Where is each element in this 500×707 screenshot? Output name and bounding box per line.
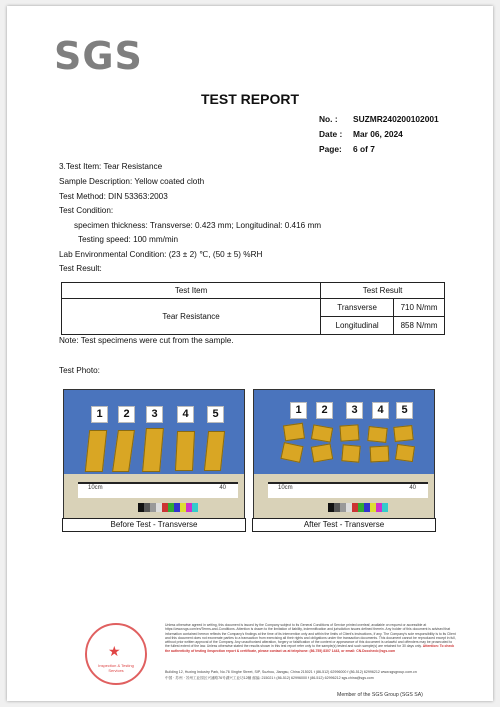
specimen-thickness: specimen thickness: Transverse: 0.423 mm; Longitudinal: 0.416 mm bbox=[74, 221, 322, 230]
specimen-piece bbox=[393, 425, 413, 442]
report-number-label: No. : bbox=[319, 114, 338, 124]
specimen-number-label: 5 bbox=[396, 402, 413, 419]
report-page-value: 6 of 7 bbox=[353, 144, 375, 154]
sgs-member-text: Member of the SGS Group (SGS SA) bbox=[337, 692, 423, 698]
specimen-piece bbox=[283, 423, 305, 442]
table-header-row bbox=[62, 283, 445, 299]
specimen-piece bbox=[311, 443, 333, 462]
report-number bbox=[319, 114, 439, 124]
lab-environment: Lab Environmental Condition: (23 ± 2) ℃, (50 ± 5) %RH bbox=[59, 250, 263, 259]
report-page-number bbox=[319, 144, 375, 154]
result-table bbox=[61, 282, 445, 335]
color-checker bbox=[138, 503, 198, 512]
specimen-number-label: 1 bbox=[91, 406, 108, 423]
specimen-number-label: 4 bbox=[372, 402, 389, 419]
ruler bbox=[78, 482, 238, 498]
specimen-piece bbox=[367, 426, 387, 443]
report-title: TEST REPORT bbox=[200, 91, 299, 107]
specimen-number-label: 3 bbox=[146, 406, 163, 423]
value-transverse: 710 N/mm bbox=[394, 299, 445, 317]
specimen-number-label: 1 bbox=[290, 402, 307, 419]
test-method: Test Method: DIN 53363:2003 bbox=[59, 192, 168, 201]
header-test-result: Test Result bbox=[321, 283, 445, 299]
test-photo-heading: Test Photo: bbox=[59, 366, 100, 375]
specimen-piece bbox=[341, 444, 360, 463]
tear-resistance-cell: Tear Resistance bbox=[62, 299, 321, 335]
specimen-piece bbox=[339, 424, 359, 441]
footer-disclaimer bbox=[165, 623, 457, 653]
table-row bbox=[62, 299, 445, 317]
after-test-caption: After Test - Transverse bbox=[252, 518, 436, 532]
specimen-number-label: 4 bbox=[177, 406, 194, 423]
specimen-strip bbox=[175, 431, 195, 471]
specimen-piece bbox=[395, 444, 415, 462]
report-page-label: Page: bbox=[319, 144, 342, 154]
sgs-logo: SGS bbox=[54, 34, 143, 78]
value-longitudinal: 858 N/mm bbox=[394, 317, 445, 335]
measuring-board bbox=[254, 474, 434, 518]
specimen-number-label: 5 bbox=[207, 406, 224, 423]
before-test-caption: Before Test - Transverse bbox=[62, 518, 246, 532]
direction-longitudinal: Longitudinal bbox=[321, 317, 394, 335]
ruler-label: 10cm bbox=[278, 485, 293, 491]
report-date-label: Date : bbox=[319, 129, 343, 139]
star-icon: ★ bbox=[108, 643, 121, 659]
specimen-strip bbox=[204, 431, 225, 471]
specimen-note: Note: Test specimens were cut from the sample. bbox=[59, 336, 234, 345]
color-checker bbox=[328, 503, 388, 512]
test-result-label: Test Result: bbox=[59, 264, 102, 273]
specimen-piece bbox=[311, 424, 333, 442]
seal-text: Inspection & Testing Services bbox=[98, 663, 134, 673]
specimen-strip bbox=[142, 428, 164, 472]
specimen-number-label: 3 bbox=[346, 402, 363, 419]
specimen-piece bbox=[280, 442, 303, 463]
ruler-label: 10cm bbox=[88, 485, 103, 491]
report-page bbox=[7, 6, 493, 701]
after-test-photo bbox=[253, 389, 435, 519]
specimen-number-label: 2 bbox=[118, 406, 135, 423]
testing-speed: Testing speed: 100 mm/min bbox=[78, 235, 179, 244]
inspection-seal bbox=[85, 623, 147, 685]
header-test-item: Test Item bbox=[62, 283, 321, 299]
specimen-piece bbox=[370, 446, 390, 463]
report-date-value: Mar 06, 2024 bbox=[353, 129, 403, 139]
sample-description: Sample Description: Yellow coated cloth bbox=[59, 177, 205, 186]
specimen-strip bbox=[112, 430, 135, 472]
report-date bbox=[319, 129, 403, 139]
authenticity-notice: Attention: To check the authenticity of testing /inspection report & certificate, please contact us at telephone: (86-755) 8307 1443, or email: CN.Doccheck@sgs.com bbox=[165, 644, 455, 653]
before-test-photo bbox=[63, 389, 245, 519]
disclaimer-text: Unless otherwise agreed in writing, this document is issued by the Company subject to its General Conditions of Service printed overleaf, available on request or accessible at https://www.sgs.com/en/Terms-and-Conditions. Attention is drawn to the limitation of liability, indemnification and jurisdiction issues defined therein. Any holder of this document is advised that information contained hereon reflects the Company's findings at the time of its intervention only and within the limits of Client's instructions, if any. The Company's sole responsibility is to its Client and this document does not exonerate parties to a transaction from exercising all their rights and obligations under the transaction documents. This document cannot be reproduced except in full, without prior written approval of the Company. Any unauthorized alteration, forgery or falsification of the content or appearance of this document is unlawful and offenders may be prosecuted to the fullest extent of the law. Unless otherwise stated the results shown in this test report refer only to the sample(s) tested and such sample(s) are retained for 30 days only. bbox=[165, 623, 456, 649]
ruler-label: 40 bbox=[219, 485, 226, 491]
specimen-number-label: 2 bbox=[316, 402, 333, 419]
report-number-value: SUZMR240200102001 bbox=[353, 114, 439, 124]
address-english: Building 12, Huxing Industry Park, No.76 Xinghe Street, SIP, Suzhou, Jiangsu, China 215021 t (86-512) 62996000 f (86-512) 62996212 www.sgsgroup.com.cn bbox=[165, 670, 417, 674]
ruler bbox=[268, 482, 428, 498]
test-item-heading: 3.Test Item: Tear Resistance bbox=[59, 162, 163, 171]
specimen-strip bbox=[85, 430, 107, 472]
measuring-board bbox=[64, 474, 244, 518]
direction-transverse: Transverse bbox=[321, 299, 394, 317]
address-chinese: 中国 · 苏州 · 苏州工业园区兴浦路76号湖兴工业坊12幢 邮编: 215021 t (86-512) 62996000 f (86-512) 62996212 sgs.china@sgs.com bbox=[165, 676, 374, 680]
test-condition-label: Test Condition: bbox=[59, 206, 114, 215]
ruler-label: 40 bbox=[409, 485, 416, 491]
